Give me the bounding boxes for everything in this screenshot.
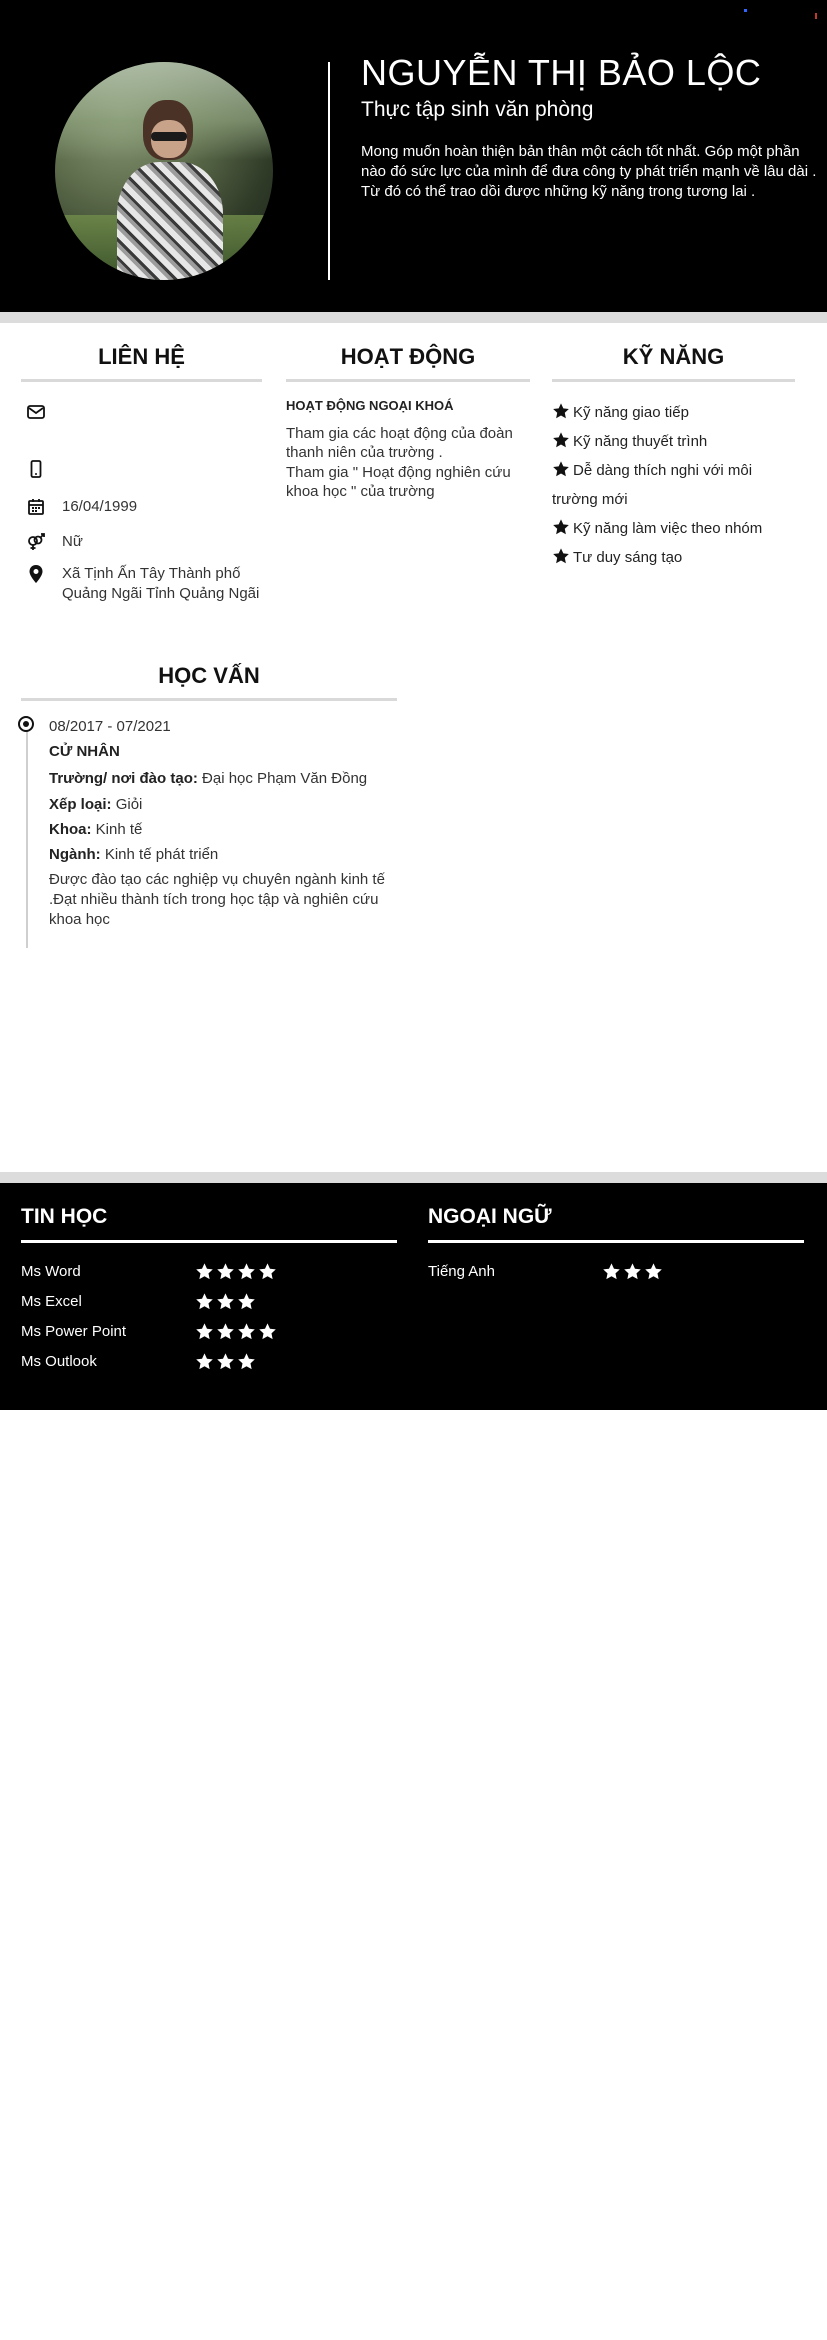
- skill-item: [552, 398, 782, 427]
- star-icon: [195, 1352, 214, 1371]
- contact-heading: LIÊN HỆ: [98, 344, 185, 369]
- calendar-icon: [26, 497, 46, 517]
- rating-stars: [195, 1262, 279, 1282]
- star-icon: [216, 1292, 235, 1311]
- contact-address: Xã Tịnh Ấn Tây Thành phố Quảng Ngãi Tỉnh Quảng Ngãi: [62, 565, 260, 602]
- star-icon: [195, 1262, 214, 1281]
- education-heading: HỌC VẤN: [158, 663, 260, 688]
- star-icon: [644, 1262, 663, 1281]
- skills-heading: KỸ NĂNG: [622, 344, 725, 369]
- contact-gender: Nữ: [62, 533, 83, 550]
- education-degree: CỬ NHÂN: [49, 743, 120, 760]
- school-value: Đại học Phạm Văn Đồng: [202, 770, 368, 787]
- rank-value: Giỏi: [115, 796, 143, 813]
- mobile-phone-icon: [26, 459, 46, 479]
- star-icon: [216, 1262, 235, 1281]
- map-marker-icon: [26, 564, 46, 584]
- header-divider: [328, 62, 330, 280]
- star-icon: [552, 431, 570, 449]
- skill-item: [552, 456, 757, 514]
- it-skill-label: Ms Power Point: [21, 1323, 127, 1340]
- star-icon: [237, 1262, 256, 1281]
- rating-stars: [195, 1322, 279, 1342]
- section-separator: [0, 312, 827, 323]
- star-icon: [552, 547, 570, 565]
- education-faculty: [49, 820, 389, 840]
- school-label: Trường/ nơi đào tạo:: [49, 770, 198, 787]
- star-icon: [237, 1352, 256, 1371]
- major-label: Ngành:: [49, 846, 101, 863]
- it-skill-label: Ms Excel: [21, 1293, 82, 1310]
- skill-label: Kỹ năng thuyết trình: [573, 433, 708, 450]
- faculty-label: Khoa:: [49, 821, 92, 838]
- envelope-icon: [26, 402, 46, 422]
- activities-heading-rule: [286, 379, 530, 382]
- activity-item: Tham gia " Hoạt động nghiên cứu khoa học " của trường: [286, 464, 511, 500]
- star-icon: [216, 1322, 235, 1341]
- rating-stars: [195, 1292, 258, 1312]
- skills-footer: [0, 1183, 827, 1410]
- contact-heading-rule: [21, 379, 262, 382]
- activities-subtitle: HOẠT ĐỘNG NGOẠI KHOÁ: [286, 398, 454, 413]
- skill-label: Tư duy sáng tạo: [573, 549, 683, 566]
- gender-icon: [26, 532, 46, 552]
- it-skills-rule: [21, 1240, 397, 1243]
- skill-item: [552, 514, 782, 543]
- full-name: NGUYỄN THỊ BẢO LỘC: [361, 52, 762, 93]
- star-icon: [237, 1322, 256, 1341]
- activity-item: Tham gia các hoạt động của đoàn thanh niên của trường .: [286, 425, 513, 461]
- faculty-value: Kinh tế: [95, 821, 143, 838]
- section-separator: [0, 1172, 827, 1183]
- star-icon: [258, 1322, 277, 1341]
- contact-birthday: 16/04/1999: [62, 498, 138, 515]
- rating-stars: [195, 1352, 258, 1372]
- timeline-line: [26, 716, 28, 948]
- language-label: Tiếng Anh: [428, 1263, 495, 1280]
- education-period: 08/2017 - 07/2021: [49, 718, 171, 735]
- it-skill-label: Ms Outlook: [21, 1353, 97, 1370]
- star-icon: [623, 1262, 642, 1281]
- star-icon: [552, 518, 570, 536]
- it-skill-label: Ms Word: [21, 1263, 81, 1280]
- job-title: Thực tập sinh văn phòng: [361, 98, 594, 121]
- skills-heading-rule: [552, 379, 795, 382]
- activities-heading: HOẠT ĐỘNG: [340, 344, 476, 369]
- education-description: Được đào tạo các nghiệp vụ chuyên ngành kinh tế .Đạt nhiều thành tích trong học tập và nghiên cứu khoa học: [49, 871, 385, 928]
- rating-stars: [602, 1262, 665, 1282]
- skill-label: Kỹ năng làm việc theo nhóm: [573, 520, 763, 537]
- skill-item: [552, 427, 782, 456]
- education-school: [49, 769, 389, 789]
- star-icon: [552, 460, 570, 478]
- decorative-dot: [815, 13, 817, 19]
- major-value: Kinh tế phát triển: [104, 846, 219, 863]
- rank-label: Xếp loại:: [49, 796, 112, 813]
- star-icon: [602, 1262, 621, 1281]
- languages-rule: [428, 1240, 804, 1243]
- timeline-dot-icon: [18, 716, 34, 732]
- star-icon: [195, 1292, 214, 1311]
- cv-header: [0, 0, 827, 312]
- star-icon: [195, 1322, 214, 1341]
- career-objective: Mong muốn hoàn thiện bản thân một cách tốt nhất. Góp một phần nào đó sức lực của mình để đưa công ty phát triển mạnh về lâu dài . Từ đó có thể trao dồi được những kỹ năng trong tương lai .: [361, 143, 817, 200]
- education-rank: [49, 795, 389, 815]
- decorative-dot: [744, 9, 747, 12]
- star-icon: [552, 402, 570, 420]
- skill-item: [552, 543, 782, 572]
- it-skills-heading: TIN HỌC: [21, 1205, 108, 1228]
- star-icon: [216, 1352, 235, 1371]
- star-icon: [258, 1262, 277, 1281]
- skill-label: Kỹ năng giao tiếp: [573, 404, 689, 421]
- education-heading-rule: [21, 698, 397, 701]
- languages-heading: NGOẠI NGỮ: [428, 1205, 552, 1228]
- education-major: [49, 845, 389, 865]
- skill-label: Dễ dàng thích nghi với môi trường mới: [552, 462, 753, 508]
- profile-photo: [55, 62, 273, 280]
- star-icon: [237, 1292, 256, 1311]
